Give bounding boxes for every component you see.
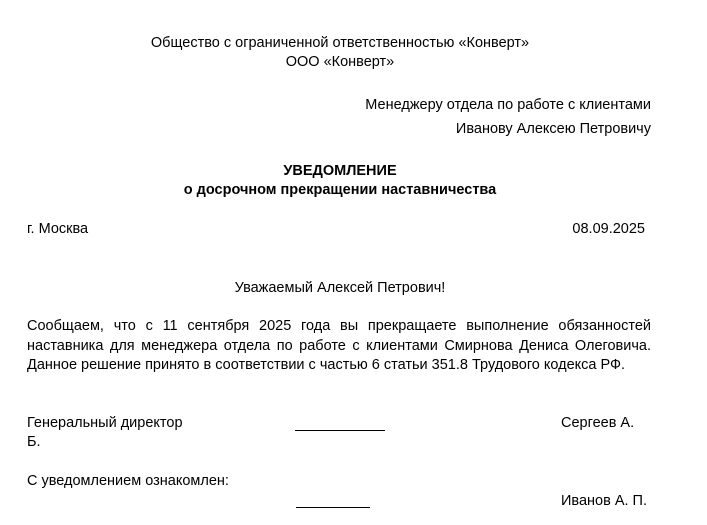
document-title: УВЕДОМЛЕНИЕ <box>283 163 397 179</box>
body-line: Сообщаем, что с 11 сентября 2025 года вы прекращаете выполнение обязанностей <box>27 318 651 334</box>
org-full-name: Общество с ограниченной ответственностью «Конверт» <box>150 35 530 51</box>
signer-name-continuation: Б. <box>27 434 41 450</box>
acknowledgement-label: С уведомлением ознакомлен: <box>27 473 229 489</box>
body-paragraph <box>27 317 651 376</box>
employee-signature-line <box>296 507 370 508</box>
addressee-position: Менеджеру отдела по работе с клиентами <box>365 97 651 113</box>
org-short-name: ООО «Конверт» <box>285 54 395 70</box>
director-signature-line <box>295 430 385 431</box>
addressee-name: Иванову Алексею Петровичу <box>455 121 651 137</box>
document-date: 08.09.2025 <box>572 221 645 237</box>
greeting: Уважаемый Алексей Петрович! <box>234 280 446 296</box>
body-line: Данное решение принято в соответствии с частью 6 статьи 351.8 Трудового кодекса РФ. <box>27 357 626 373</box>
body-line: наставника для менеджера отдела по работе с клиентами Смирнова Дениса Олеговича. <box>27 337 651 354</box>
signer-position: Генеральный директор <box>27 415 183 431</box>
signer-name: Сергеев А. <box>561 415 635 431</box>
document-subtitle: о досрочном прекращении наставничества <box>183 182 497 198</box>
employee-name: Иванов А. П. <box>561 493 648 509</box>
city: г. Москва <box>27 221 89 237</box>
